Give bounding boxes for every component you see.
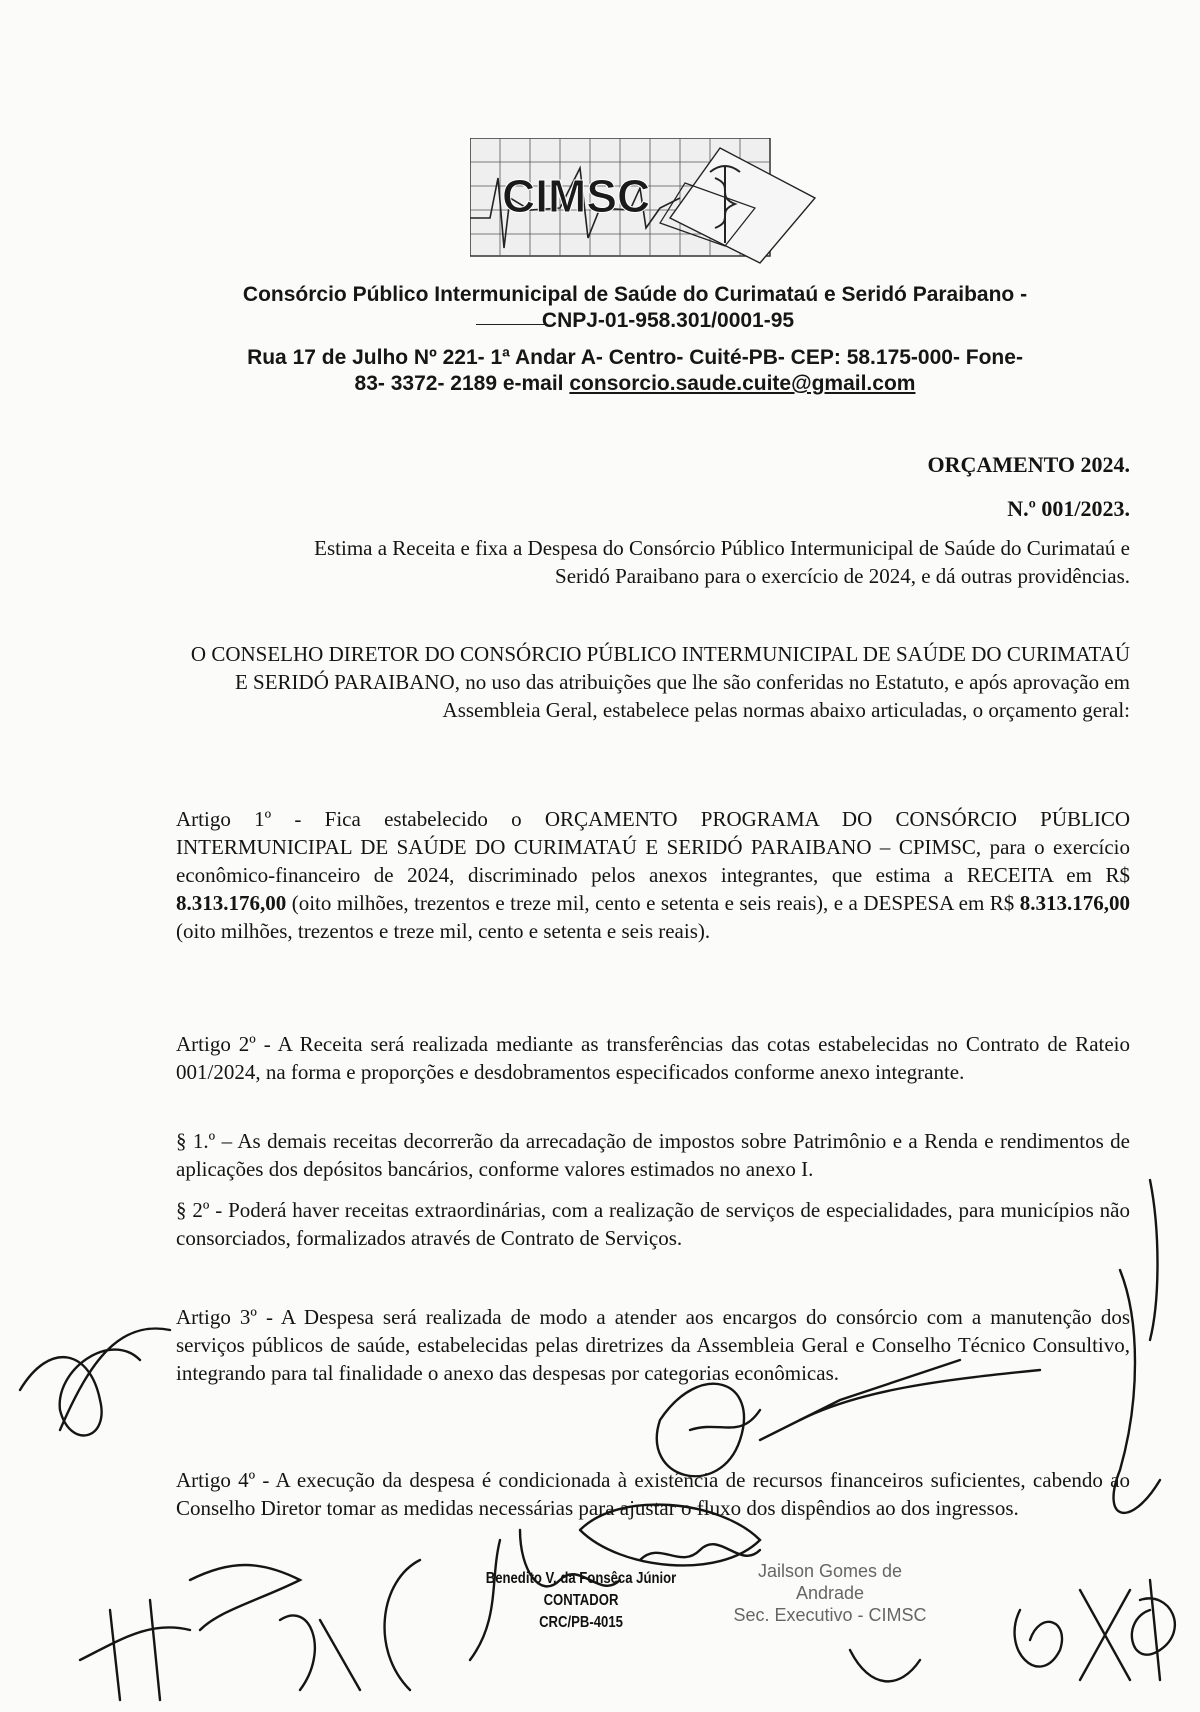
email-link[interactable]: consorcio.saude.cuite@gmail.com [569, 372, 916, 395]
svg-text:CIMSC: CIMSC [502, 170, 651, 222]
revenue-value: 8.313.176,00 [176, 891, 287, 915]
article-1-part-b: (oito milhões, trezentos e treze mil, cento e setenta e seis reais), e a DESPESA em R$ [291, 891, 1015, 915]
address: Rua 17 de Julho Nº 221- 1ª Andar A- Centro- Cuité-PB- CEP: 58.175-000- Fone- [247, 346, 1023, 369]
budget-number: N.º 001/2023. [1007, 496, 1130, 521]
accountant-name: Benedito V. da Fonsêca Júnior [485, 1570, 677, 1587]
phone-email-prefix: 83- 3372- 2189 e-mail [354, 372, 564, 395]
preamble: O CONSELHO DIRETOR DO CONSÓRCIO PÚBLICO INTERMUNICIPAL DE SAÚDE DO CURIMATAÚ E SERIDÓ PARAIBANO, no uso das atribuições que lhe são conferidas no Estatuto, e após aprovação em Assembleia Geral, estabelece pelas normas abaixo articuladas, o orçamento geral: [190, 642, 1130, 722]
cnpj: CNPJ-01-958.301/0001-95 [541, 309, 795, 332]
org-name: Consórcio Público Intermunicipal de Saúde do Curimataú e Seridó Paraibano - [242, 283, 1028, 306]
accountant-crc: CRC/PB-4015 [539, 1614, 623, 1631]
article-1-part-c: (oito milhões, trezentos e treze mil, cento e setenta e seis reais). [176, 919, 711, 943]
budget-title: ORÇAMENTO 2024. [927, 452, 1130, 477]
article-3: Artigo 3º - A Despesa será realizada de modo a atender aos encargos do consórcio com a manutenção dos serviços públicos de saúde, estabelecidas pelas diretrizes da Assembleia Geral e Conselho Técnico Consultivo, integrando para tal finalidade o anexo das despesas por categorias econômicas. [176, 1305, 1130, 1385]
handwritten-stroke [476, 324, 546, 325]
article-2: Artigo 2º - A Receita será realizada mediante as transferências das cotas estabelecidas no Contrato de Rateio 001/2024, na forma e proporções e desdobramentos especificados conforme anexo integrante. [176, 1032, 1130, 1084]
cnpj-line [150, 308, 1120, 334]
ementa: Estima a Receita e fixa a Despesa do Consórcio Público Intermunicipal de Saúde do Curimataú e Seridó Paraibano para o exercício de 2024, e dá outras providências. [314, 536, 1130, 588]
expense-value: 8.313.176,00 [1019, 891, 1131, 915]
article-2-paragraph-2: § 2º - Poderá haver receitas extraordinárias, com a realização de serviços de especialidades, para municípios não consorciados, formalizados através de Contrato de Serviços. [176, 1198, 1130, 1250]
accountant-role: CONTADOR [543, 1592, 619, 1609]
article-2-paragraph-1: § 1.º – As demais receitas decorrerão da arrecadação de impostos sobre Patrimônio e a Renda e rendimentos de aplicações dos depósitos bancários, conforme valores estimados no anexo I. [176, 1129, 1130, 1181]
article-4: Artigo 4º - A execução da despesa é condicionada à existência de recursos financeiros suficientes, cabendo ao Conselho Diretor tomar as medidas necessárias para ajustar o fluxo dos dispêndios ao dos ingressos. [176, 1468, 1130, 1520]
article-1-part-a: Artigo 1º - Fica estabelecido o ORÇAMENTO PROGRAMA DO CONSÓRCIO PÚBLICO INTERMUNICIPAL DE SAÚDE DO CURIMATAÚ E SERIDÓ PARAIBANO – CPIMSC, para o exercício econômico-financeiro de 2024, discriminado pelos anexos integrantes, que estima a RECEITA em R$ [176, 807, 1130, 887]
accountant-stamp [479, 1568, 684, 1634]
cimsc-logo [470, 138, 830, 274]
secretary-stamp [730, 1560, 930, 1626]
secretary-name: Jailson Gomes de Andrade [757, 1561, 903, 1603]
secretary-role: Sec. Executivo - CIMSC [733, 1605, 927, 1625]
article-1 [176, 805, 1130, 945]
contact-line [150, 371, 1120, 397]
